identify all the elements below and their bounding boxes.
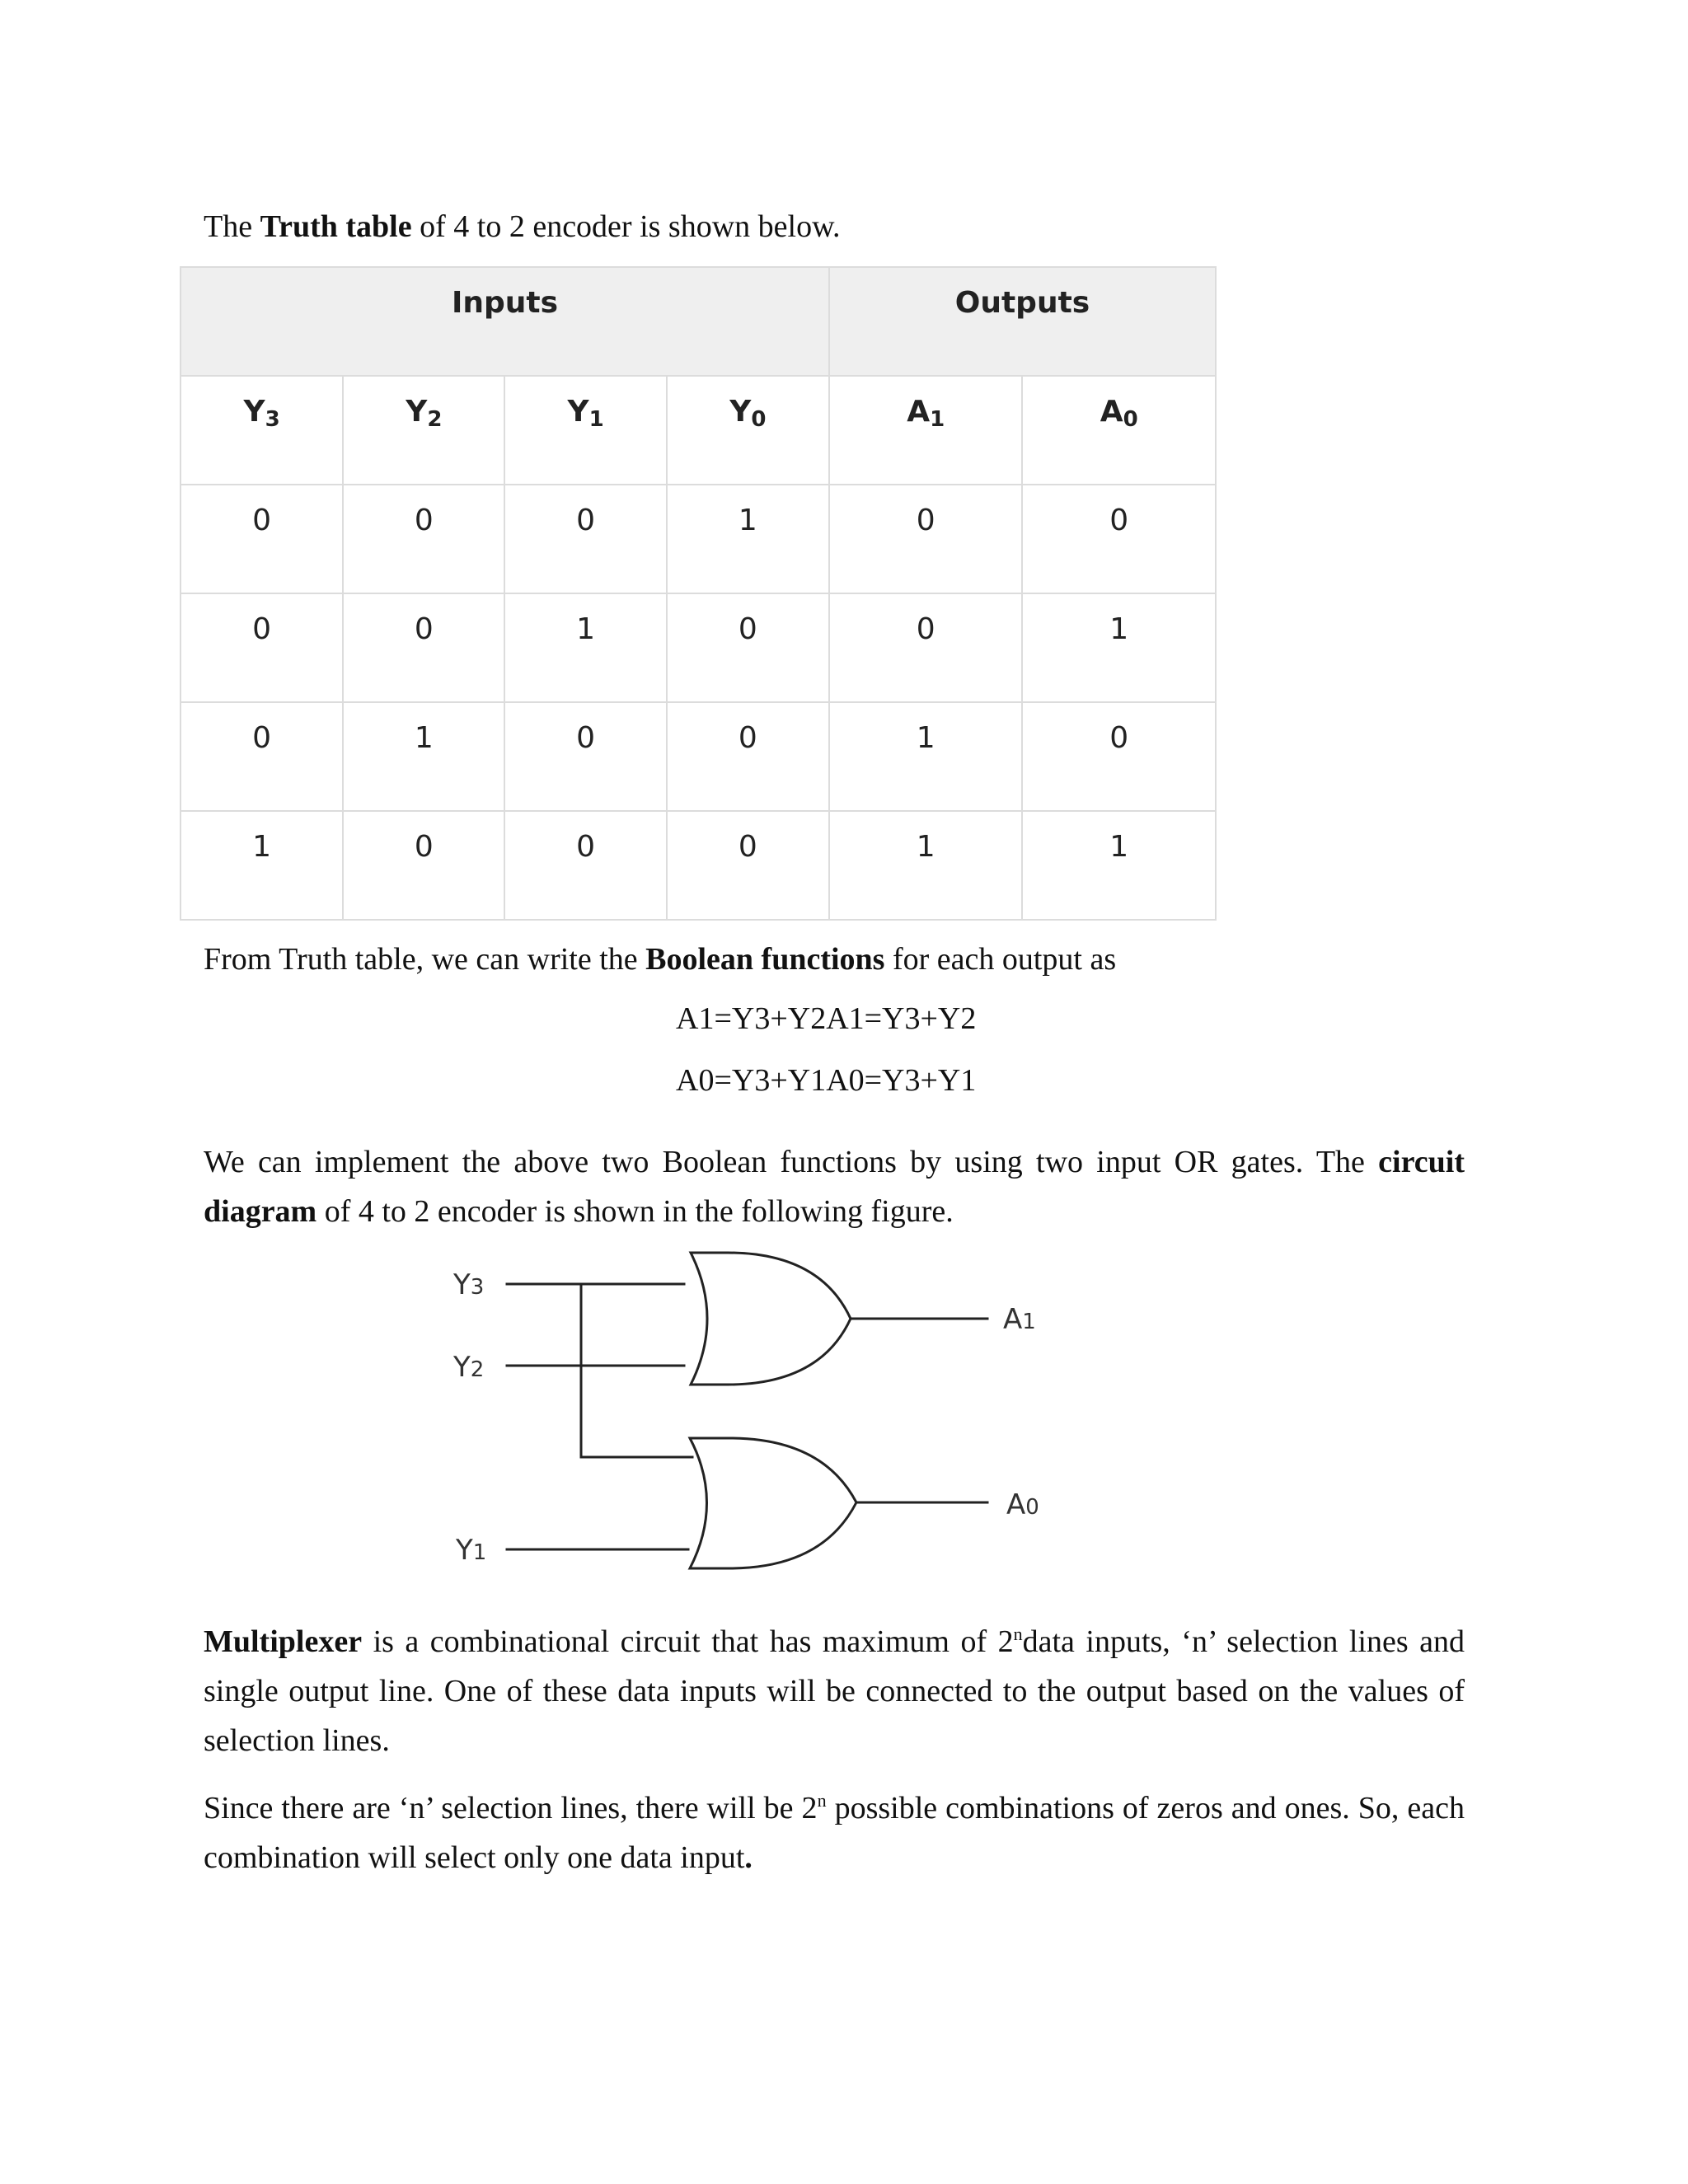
table-cell: 1 <box>343 702 504 811</box>
label-y3: Y3 <box>453 1268 485 1301</box>
table-cell: 0 <box>343 485 504 593</box>
implementation-bold: circuit diagram <box>204 1145 1465 1229</box>
table-cell: 1 <box>829 811 1022 920</box>
multiplexer-bold: Multiplexer <box>204 1624 363 1659</box>
column-header-y1: $Y_1$ <box>504 376 666 485</box>
table-cell: 0 <box>1022 702 1216 811</box>
table-cell: 0 <box>504 485 666 593</box>
table-cell: 0 <box>343 811 504 920</box>
table-cell: 0 <box>504 811 666 920</box>
table-cell: 0 <box>829 593 1022 702</box>
inputs-group-header: Inputs <box>181 267 829 376</box>
table-cell: 0 <box>181 485 343 593</box>
or-gate-a1 <box>691 1253 851 1385</box>
column-header-y2: $Y_2$ <box>343 376 504 485</box>
table-cell: 0 <box>667 811 829 920</box>
boolean-paragraph: From Truth table, we can write the Boolean functions for each output as <box>204 942 1117 977</box>
table-cell: 1 <box>1022 593 1216 702</box>
table-row <box>181 811 1216 920</box>
table-row <box>181 485 1216 593</box>
label-a1: A1 <box>1003 1303 1036 1336</box>
table-cell: 0 <box>667 593 829 702</box>
table-cell: 0 <box>829 485 1022 593</box>
intro-paragraph <box>204 202 1489 251</box>
or-gate-a0 <box>690 1438 856 1568</box>
label-a0: A0 <box>1006 1488 1039 1521</box>
table-cell: 1 <box>1022 811 1216 920</box>
column-header-a1: $A_1$ <box>829 376 1022 485</box>
table-cell: 1 <box>667 485 829 593</box>
table-cell: 0 <box>1022 485 1216 593</box>
column-header-y0: $Y_0$ <box>667 376 829 485</box>
table-cell: 0 <box>181 702 343 811</box>
table-cell: 0 <box>667 702 829 811</box>
label-y1: Y1 <box>456 1534 487 1567</box>
outputs-group-header: Outputs <box>829 267 1216 376</box>
table-cell: 0 <box>181 593 343 702</box>
selection-paragraph: Since there are ‘n’ selection lines, there will be 2$^n$ possible combinations of zeros and ones. So, each combination will select only one data input. <box>204 1790 1465 1875</box>
intro-bold: Truth table <box>260 209 412 244</box>
table-cell: 1 <box>829 702 1022 811</box>
table-cell: 0 <box>504 702 666 811</box>
table-cell: 1 <box>504 593 666 702</box>
intro-text-end: of 4 to 2 encoder is shown below. <box>411 209 841 244</box>
table-row <box>181 593 1216 702</box>
column-header-a0: $A_0$ <box>1022 376 1216 485</box>
column-header-row <box>181 376 1216 485</box>
table-cell: 0 <box>343 593 504 702</box>
boolean-bold: Boolean functions <box>645 942 885 977</box>
multiplexer-paragraph: Multiplexer is a combinational circuit that has maximum of 2$^n$data inputs, ‘n’ selection lines and single output line. One of these data inputs will be connected to the output based on the values of selection lines. <box>204 1624 1465 1758</box>
column-header-y3: $Y_3$ <box>181 376 343 485</box>
truth-table <box>180 266 1217 921</box>
label-y2: Y2 <box>453 1351 485 1384</box>
table-row <box>181 702 1216 811</box>
implementation-paragraph: We can implement the above two Boolean functions by using two input OR gates. The circuit diagram of 4 to 2 encoder is shown in the following figure. <box>204 1145 1465 1229</box>
intro-text: The <box>204 209 260 244</box>
encoder-circuit-diagram <box>412 1236 1113 1591</box>
equation-a0: A0=Y3+Y1A0=Y3+Y1 <box>676 1063 977 1098</box>
table-cell: 1 <box>181 811 343 920</box>
equation-a1: A1=Y3+Y2A1=Y3+Y2 <box>676 1001 977 1036</box>
